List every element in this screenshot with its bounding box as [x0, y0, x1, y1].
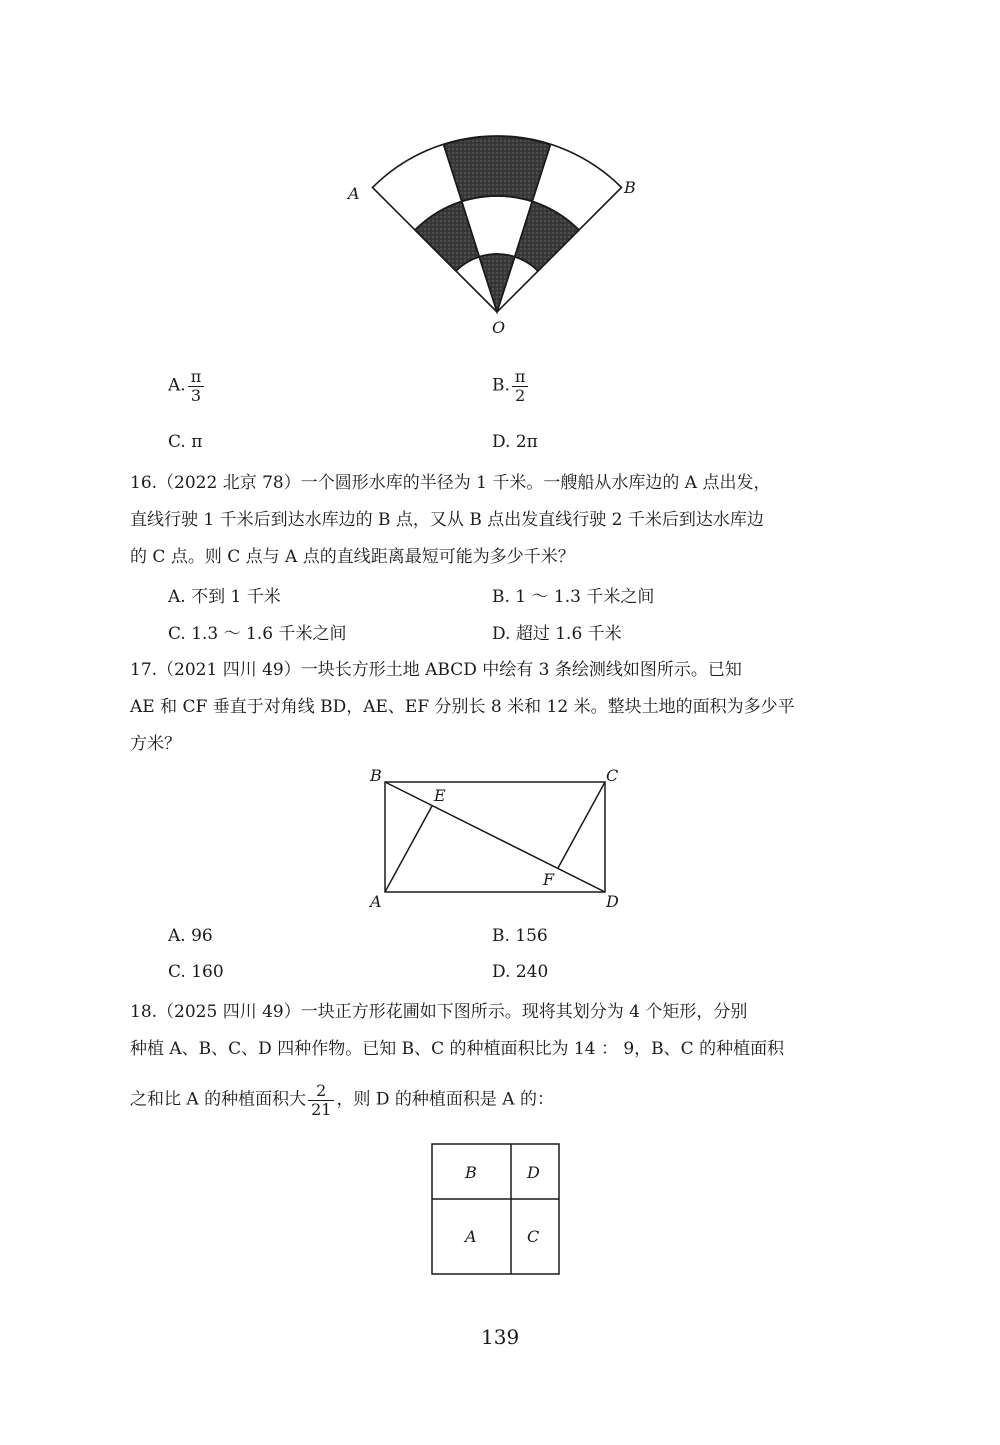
sector-figure: [340, 130, 650, 345]
q16-stem: 16.（2022 北京 78）一个圆形水库的半径为 1 千米。一艘船从水库边的 A 点出发， 直线行驶 1 千米后到达水库边的 B 点，又从 B 点出发直线行驶 2 千米后到达水库边 的 C 点。则 C 点与 A 点的直线距离最短可能为多少千米？: [130, 473, 771, 567]
rect-label-b: B: [370, 766, 382, 785]
q15-option-c: C. π: [168, 432, 203, 452]
fraction: $\frac{\pi}{2}$: [512, 368, 529, 404]
q16-option-c: C. 1.3 ～ 1.6 千米之间: [168, 624, 347, 644]
q17-option-a: A. 96: [168, 926, 213, 946]
page-number: 139: [481, 1325, 520, 1349]
grid-label-b: B: [465, 1163, 477, 1182]
q17-stem: 17.（2021 四川 49）一块长方形土地 ABCD 中绘有 3 条绘测线如图所示。已知 AE 和 CF 垂直于对角线 BD，AE、EF 分别长 8 米和 12 米。整块土地的面积为多少平 方米？: [130, 660, 795, 754]
rect-label-c: C: [606, 766, 619, 785]
fraction: $\frac{\pi}{3}$: [188, 368, 205, 404]
rect-label-f: F: [543, 870, 555, 889]
segment-ae: [385, 806, 432, 892]
square-garden-figure: [428, 1140, 564, 1278]
grid-label-d: D: [527, 1163, 540, 1182]
q17-option-b: B. 156: [492, 926, 548, 946]
q17-option-d: D. 240: [492, 962, 549, 982]
segment-cf: [558, 782, 605, 868]
shaded-outer-band: [444, 136, 551, 201]
rect-label-a: A: [370, 892, 382, 911]
q18-stem: 18.（2025 四川 49）一块正方形花圃如下图所示。现将其划分为 4 个矩形，分别 种植 A、B、C、D 四种作物。已知 B、C 的种植面积比为 14 ： 9，B、C 的种植面积: [130, 1002, 785, 1059]
grid-label-c: C: [527, 1227, 540, 1246]
rect-label-d: D: [606, 892, 619, 911]
shaded-inner-wedge: [479, 254, 515, 312]
label-o: O: [492, 318, 506, 337]
q16-option-b: B. 1 ～ 1.3 千米之间: [492, 587, 655, 607]
q16-option-d: D. 超过 1.6 千米: [492, 624, 622, 644]
q15-option-a: A. $\frac{\pi}{3}$: [168, 368, 206, 404]
diagonal-bd: [385, 782, 605, 892]
q18-stem-line3: 之和比 A 的种植面积大 $\frac{2}{21}$ ，则 D 的种植面积是 A 的：: [130, 1081, 554, 1119]
label-a: A: [348, 184, 360, 203]
q17-option-c: C. 160: [168, 962, 224, 982]
q15-option-b: B. $\frac{\pi}{2}$: [492, 368, 530, 404]
fraction-2-21: $\frac{2}{21}$: [308, 1082, 334, 1118]
q16-option-a: A. 不到 1 千米: [168, 587, 281, 607]
grid-label-a: A: [465, 1227, 477, 1246]
rect-label-e: E: [434, 786, 446, 805]
q15-option-d: D. 2π: [492, 432, 538, 452]
rectangle-figure: [370, 765, 630, 915]
label-b: B: [624, 178, 636, 197]
